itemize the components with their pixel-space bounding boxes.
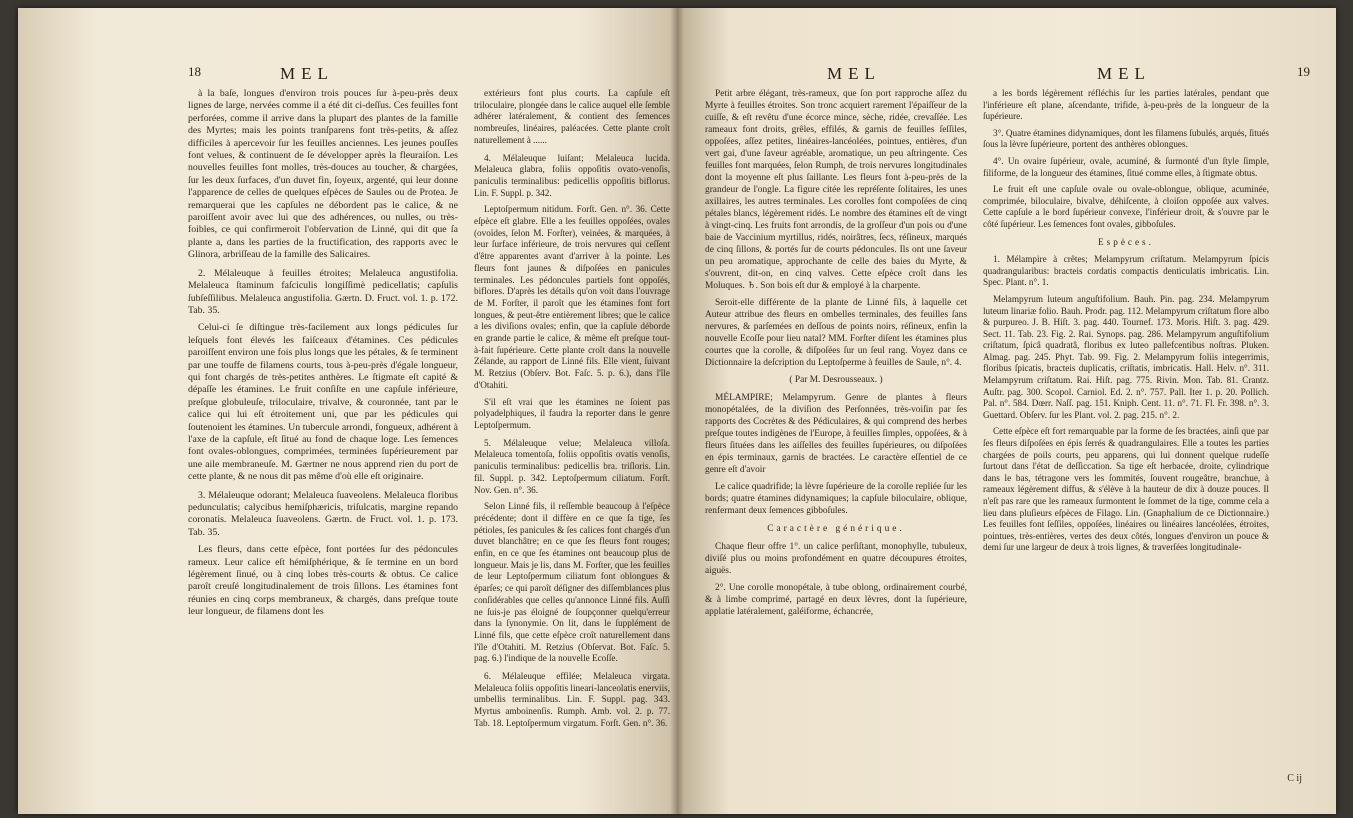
signature-mark: C ij [1287, 773, 1302, 784]
right-page [677, 8, 1336, 814]
species-entry: 2. Mélaleuque à feuilles étroites; Melaleuca angustifolia. Melaleuca ſtaminum faſciculis longiſſimè pedicellatis; capſulis ſubſeſſilibus. Melaleuca angustifolia. Gærtn. D. Fruct. vol. 1. p. 172. Tab. 35. [188, 267, 458, 316]
paragraph: Selon Linné fils, il reſſemble beaucoup à l'eſpèce précédente; dont il diffère en ce que ſa tige, ſes pétioles, ſes panicules & ſes calices font chargés d'un duvet blanchâtre; en ce que ſes fleurs font rouges; enfin, en ce que ſes étamines ont beaucoup plus de longueur. Mais je lis, dans M. Forſter, que les feuilles de leur Leptoſpermum ciliatum font oblongues & éparſes; ce qui paroît déſigner des diſſemblances plus conſidérables que celles qu'annonce Linné fils. Auſſi ne ſuis-je pas éloigné de ſoupçonner quelqu'erreur dans la ſynonymie. On lit, dans le ſupplément de Linné fils, que cette eſpèce croît naturellement dans l'île d'Otahiti. M. Retzius (Obſervat. Bot. Faſc. 5. pag. 6.) l'indique de la nouvelle Ecoſſe. [474, 501, 670, 664]
species-entry: 6. Mélaleuque effilée; Melaleuca virgata. Melaleuca foliis oppoſitis lineari-lanceolatis enerviis, umbellis terminalibus. Lin. F. Suppl. pag. 343. Myrtus amboinenſis. Rumph. Amb. vol. 2. p. 77. Tab. 18. Leptoſpermum virgatum. Forſt. Gen. n°. 36. [474, 671, 670, 728]
book-gutter [670, 8, 684, 814]
page-number-left: 18 [188, 64, 201, 79]
book-spread [18, 8, 1336, 814]
author-credit: ( Par M. Desrousseaux. ) [789, 375, 883, 385]
paragraph: S'il eſt vrai que les étamines ne ſoient pas polyadelphiques, il faudra la reporter dans le genre Leptoſpermum. [474, 396, 670, 430]
left-column-2 [474, 88, 670, 735]
species-entry: 5. Mélaleuque velue; Melaleuca villoſa. Melaleuca tomentoſa, foliis oppoſitis ovatis venoſis, paniculis terminalibus: pedicellis bra. triſloris. Lin. fil. Suppl. p. 342. Leptoſpermum ciliatum. Forſt. Nov. Gen. n°. 36. [474, 437, 670, 495]
right-column-2 [983, 88, 1269, 559]
paragraph: Melampyrum luteum anguſtifolium. Bauh. Pin. pag. 234. Melampyrum luteum linariæ folio. Bauh. Prodr. pag. 112. Melampyrum criſtatum flore albo & purpureo. J. B. Hiſt. 3. pag. 440. Tournef. 173. Moris. Hiſt. 3. pag. 429. Sect. 11. Tab. 23. Fig. 2. Rai. Synops. pag. 286. Melampyrum anguſtifolium criſtatum, ſpicâ quadratâ, floribus ex luteo pallefcentibus noſtras. Pluken. Almag. pag. 245. Phyt. Tab. 99. Fig. 2. Melampyrum foliis integerrimis, floribus ſpicatis, bracteis duplicatis, criſtatis, imbricatis. Hall. Helv. n°. 311. Melampyrum criſtatum. Rai. Hiſt. pag. 775. Rivin. Mon. Tab. 81. Crantz. Auſtr. pag. 300. Scopol. Carniol. Ed. 2. n°. 757. Pall. Iter 1. p. 20. Pollich. Pal. n°. 584. Dœrr. Naſſ. pag. 151. Kniph. Cent. 11. n°. 71. Fl. Fr. 398. n°. 3. Guettard. Obſerv. ſur les Plant. vol. 2. pag. 215. n°. 2. [983, 293, 1269, 420]
paragraph: Chaque fleur offre 1°. un calice perſiſtant, monophylle, tubuleux, diviſé plus ou moins profondément en quatre découpures étroites, aiguës. [705, 542, 967, 576]
paragraph: 3°. Quatre étamines didynamiques, dont les filamens ſubulés, arqués, ſitués ſous la lèvre ſupérieure, portent des anthères oblongues. [983, 127, 1269, 150]
paragraph: extérieurs font plus courts. La capſule eſt triloculaire, plongée dans le calice auquel elle ſemble adhérer latéralement, & contient des ſemences nombreuſes, linéaires, paléacées. Cette plante croît naturellement à ...... [474, 88, 670, 145]
section-heading: Caractère générique. [767, 524, 905, 534]
species-entry: 3. Mélaleuque odorant; Melaleuca ſuaveolens. Melaleuca floribus pedunculatis; calycibus hemiſphæricis, triſulcatis, margine repando coronatis. Melaleuca ſuaveolens. Gærtn. de Fruct. vol. 1. p. 173. Tab. 35. [188, 489, 458, 538]
paragraph: a les bords légèrement réfléchis ſur les parties latérales, pendant que l'inférieure eſt plane, aſcendante, trifide, à-peu-près de la longueur de la ſupérieure. [983, 88, 1269, 122]
running-title-left: MEL [280, 64, 334, 83]
left-page [18, 8, 677, 814]
paragraph: Petit arbre élégant, très-rameux, que ſon port rapproche aſſez du Myrte à feuilles étroites. Son tronc acquiert rarement l'épaiſſeur de la cuiſſe, & eſt revêtu d'une écorce mince, sèche, ridée, crevaſſée. Les rameaux font droits, grêles, effilés, & garnis de feuilles ſeſſiles, oppoſées, aſſez petites, linéaires-lancéolées, pointues, entières, d'un vert gai, d'une ſaveur agréable, aromatique, un peu aſtringente. Ces feuilles font marquées, ſelon Rumph, de trois nervures longitudinales dont la moyenne eſt plus ſaillante. Les fleurs font à-peu-près de la grandeur de l'ongle. La figure citée les repréſente ſolitaires, les unes axillaires, les autres terminales. Les corolles font compoſées de cinq pétales blancs, légèrement ridés. Le nombre des étamines eſt de vingt à vingt-cinq. Les fruits font arrondis, de la groſſeur d'un pois ou d'une baie de Vaccinium myrtillus, ridés, noirâtres, ſecs, réſineux, marqués de cinq ſillons, & portés ſur de courts pédoncules. Ils ont une ſaveur un peu aromatique, approchante de celle des baies du Myrte, & s'ouvrent, dit-on, en cinq valves. Cette eſpèce croît dans les Moluques. ♄. Son bois eſt dur & employé à la charpente. [705, 89, 967, 291]
paragraph: à la baſe, longues d'environ trois pouces ſur à-peu-près deux lignes de large, nervées comme il a été dit ci-deſſus. Ces feuilles font perforées, comme il arrive dans la plupart des plantes de la famille des Myrtes; mais les points tranſparens font très-petits, & aſſez difficiles à apercevoir ſur les feuilles anciennes. Les jeunes pouſſes font velues, & continuent de ſe développer après la fleuraiſon. Les nouvelles feuilles font molles, très-douces au toucher, & chargées, ſur les deux ſurfaces, d'un duvet fin, ſoyeux, argenté, qui leur donne l'apparence de celles de quelques eſpèces de Saules ou de Protea. Je remarquerai que les capſules ne débordent pas le calice, & ne paroiſſent avoir avec lui que des adhérences, ou nulles, ou très-foibles, ce qui confirmeroit l'obſervation de Linné, qui dit que ſa plante a, dans les parties de la fructification, des rapports avec le Glinora, arbriſſeau de la famille des Salicaires. [188, 88, 458, 261]
species-entry: 4. Mélaleuque luiſant; Melaleuca lucida. Melaleuca glabra, foliis oppoſitis ovato-venoſis, paniculis terminalibus: pedicellis oppoſitis biflorus. Lin. F. Suppl. p. 342. [474, 152, 670, 198]
paragraph: Cette eſpèce eſt fort remarquable par la forme de ſes bractées, ainſi que par ſes fleurs diſpoſées en épis ſerrés & quadrangulaires. Elle a toutes les parties chargées de poils courts, peu apparens, qui lui donnent quelque rudeſſe ſurtout dans l'état de deſſiccation. Sa tige eſt herbacée, droite, cylindrique dans le bas, tétragone vers les ſommités, ſouvent rougeâtre, branchue, à rameaux légèrement diffus, & s'élève à la hauteur de dix à douze pouces. Il n'eſt pas rare que les rameaux ſurmontent le ſommet de la tige, comme cela a lieu dans pluſieurs eſpèces de Filago. Lin. (Gnaphalium de ce Dictionnaire.) Les feuilles font ſeſſiles, oppoſées, linéaires ou linéaires lancéolées, étroites, pointues, très-entières, vertes des deux côtés, longues d'environ un pouce & demi ſur une largeur de deux à trois lignes, & traverſées longitudinale- [983, 426, 1269, 553]
paragraph: Celui-ci ſe diſtingue très-facilement aux longs pédicules ſur leſquels font élevés les faiſceaux d'étamines. Ces pédicules paroiſſent environ une fois plus longs que les pétales, & ſe terminent par une touffe de filamens courts, tous à-peu-près d'égale longueur, qui font chargés de très-petites anthères. Le ſtigmate eſt capité & dépaſſe les étamines. Le fruit conſiſte en une capſule inférieure, preſque globuleuſe, triloculaire, trivalve, & couronnée, tant par le calice qui lui eſt étroitement uni, que par les pédicules qui ſoutenoient les étamines. Un tubercule arrondi, fongueux, adhérent à l'axe de la capſule, eſt ſitué au fond de chaque loge. Les ſemences font ovales-oblongues, comprimées, terminées ſupérieurement par une aile membraneuſe. M. Gærtner ne nous apprend rien du port de cette plante, & ne nous dit pas même d'où elle eſt originaire. [188, 322, 458, 483]
running-title-right-2: MEL [1097, 64, 1151, 83]
genus-entry: MÉLAMPIRE; Melampyrum. Genre de plantes à fleurs monopétalées, de la diviſion des Perſonnées, très-voiſin par ſes rapports des Cocrètes & des Pédiculaires, & qui comprend des herbes preſque toutes indigènes de l'Europe, à feuilles ſimples, oppoſées, & à fleurs ſituées dans les aiſſelles des feuilles ſupérieures, ou diſpoſées en épis terminaux, garnis de bractées. Le caractère eſſentiel de ce genre eſt d'avoir [705, 393, 967, 475]
page-number-right: 19 [1297, 64, 1310, 79]
paragraph: Seroit-elle différente de la plante de Linné fils, à laquelle cet Auteur attribue des fleurs en ombelles terminales, des feuilles ſans nervures, & parſemées en deſſous de points noirs, réſineux, enfin la nouvelle Ecoſſe pour lieu natal? MM. Forſter diſent les étamines plus courtes que la corolle, & diſpoſées ſur un ſeul rang. Voyez dans ce Dictionnaire la deſcription du Leptoſperme à feuilles de Saule, n°. 4. [705, 298, 967, 368]
left-column-1 [188, 88, 458, 624]
species-entry: 1. Mélampire à crêtes; Melampyrum criſtatum. Melampyrum ſpicis quadrangularibus: bracteis cordatis compactis denticulatis imbricatis. Lin. Spec. Plant. n°. 1. [983, 254, 1269, 288]
paragraph: Le fruit eſt une capſule ovale ou ovale-oblongue, oblique, acuminée, comprimée, biloculaire, bivalve, déhiſcente, à cloiſon oppoſée aux valves. Cette capſule a le bord ſupérieur convexe, l'inférieur droit, & s'ouvre par le côté ſupérieur. Les ſemences font ovales, gibboſules. [983, 184, 1269, 229]
paragraph: 2°. Une corolle monopétale, à tube oblong, ordinairement courbé, & à limbe comprimé, partagé en deux lèvres, dont la ſupérieure, applatie latéralement, galéiforme, échancrée, [705, 583, 967, 617]
paragraph: Les fleurs, dans cette eſpèce, font portées ſur des pédoncules rameux. Leur calice eſt hémiſphérique, & ſe termine en un bord légèrement ſinué, ou à cinq lobes très-courts & obtus. Ce calice paroît creuſé longitudinalement de trois ſillons. Les étamines font réunies en cinq corps membraneux, & chargés, dans preſque toute leur longueur, de filamens dont les [188, 544, 458, 618]
paragraph: 4°. Un ovaire ſupérieur, ovale, acuminé, & ſurmonté d'un ſtyle ſimple, filiforme, de la longueur des étamines, ſitué comme elles, à ſtigmate obtus. [983, 155, 1269, 178]
right-column-1 [705, 88, 967, 623]
section-heading: Espèces. [1098, 236, 1154, 247]
paragraph: Leptoſpermum nitidum. Forſt. Gen. n°. 36. Cette eſpèce eſt glabre. Elle a les feuilles oppoſées, ovales (ovoïdes, ſelon M. Forſter), veinées, & marquées, à leur ſurface inférieure, de trois nervures qui ceſſent d'être apparentes avant d'arriver à la pointe. Les fleurs font jaunes & diſpoſées en panicules terminales. Les pédoncules partiels font oppoſés, biflores. D'après les détails qu'on voit dans l'ouvrage de M. Forſter, il paroît que les étamines font fort longues, & peut-être entièrement libres; que le calice a les diviſions ovales; enfin, que la capſule déborde en grande partie le calice, & même eſt preſque tout-à-fait ſupérieure. Cette plante croît dans la nouvelle Zélande, au rapport de Linné fils. Elle vient, ſuivant M. Retzius (Obſerv. Bot. Faſc. 5. p. 6.), dans l'île d'Otahiti. [474, 204, 670, 390]
running-title-right-1: MEL [827, 64, 881, 83]
paragraph: Le calice quadrifide; la lèvre ſupérieure de la corolle repliée ſur les bords; quatre étamines didynamiques; la capſule biloculaire, oblique, renfermant deux ſemences gibboſules. [705, 482, 967, 516]
